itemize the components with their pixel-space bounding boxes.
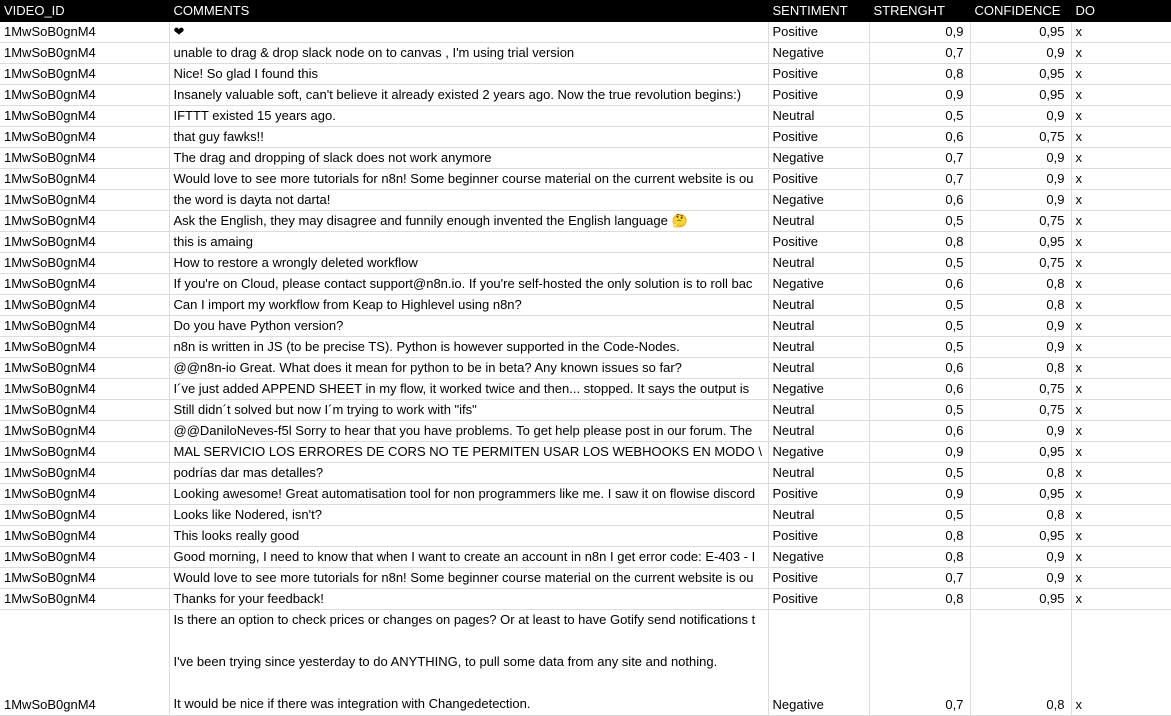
cell-comment[interactable]: I´ve just added APPEND SHEET in my flow, it worked twice and then... stopped. It says the output is (169, 379, 768, 400)
table-row (0, 190, 1171, 211)
cell-do[interactable]: x (1071, 148, 1171, 169)
column-header-confidence[interactable]: CONFIDENCE (970, 0, 1071, 22)
cell-confidence[interactable]: 0,95 (970, 484, 1071, 505)
cell-video-id[interactable]: 1MwSoB0gnM4 (0, 169, 169, 190)
cell-video-id[interactable]: 1MwSoB0gnM4 (0, 253, 169, 274)
cell-do[interactable]: x (1071, 274, 1171, 295)
cell-strength[interactable]: 0,6 (869, 127, 970, 148)
cell-confidence[interactable]: 0,9 (970, 337, 1071, 358)
header-row (0, 0, 1171, 22)
cell-confidence[interactable]: 0,95 (970, 442, 1071, 463)
cell-confidence[interactable]: 0,95 (970, 22, 1071, 43)
comment-line (174, 673, 768, 694)
cell-comment[interactable]: unable to drag & drop slack node on to canvas , I'm using trial version (169, 43, 768, 64)
cell-do[interactable]: x (1071, 22, 1171, 43)
table-row (0, 337, 1171, 358)
cell-comment[interactable]: Do you have Python version? (169, 316, 768, 337)
cell-do[interactable]: x (1071, 526, 1171, 547)
cell-comment[interactable]: this is amaing (169, 232, 768, 253)
cell-video-id[interactable]: 1MwSoB0gnM4 (0, 316, 169, 337)
cell-confidence[interactable]: 0,75 (970, 400, 1071, 421)
table-row (0, 316, 1171, 337)
cell-sentiment[interactable]: Positive (768, 484, 869, 505)
cell-video-id[interactable]: 1MwSoB0gnM4 (0, 379, 169, 400)
cell-strength[interactable]: 0,5 (869, 337, 970, 358)
cell-strength[interactable]: 0,7 (869, 610, 970, 716)
cell-comment[interactable]: that guy fawks!! (169, 127, 768, 148)
cell-sentiment[interactable]: Positive (768, 589, 869, 610)
cell-strength[interactable]: 0,9 (869, 442, 970, 463)
cell-comment[interactable]: Would love to see more tutorials for n8n! Some beginner course material on the current website is ou (169, 568, 768, 589)
cell-do[interactable]: x (1071, 64, 1171, 85)
cell-video-id[interactable]: 1MwSoB0gnM4 (0, 148, 169, 169)
table-row (0, 232, 1171, 253)
cell-comment[interactable]: Looks like Nodered, isn't? (169, 505, 768, 526)
cell-confidence[interactable]: 0,8 (970, 295, 1071, 316)
cell-confidence[interactable]: 0,8 (970, 610, 1071, 716)
cell-strength[interactable]: 0,6 (869, 379, 970, 400)
cell-comment[interactable]: Good morning, I need to know that when I want to create an account in n8n I get error code: E-403 - I (169, 547, 768, 568)
comment-line: It would be nice if there was integration with Changedetection. (173, 696, 531, 711)
cell-video-id[interactable]: 1MwSoB0gnM4 (0, 547, 169, 568)
cell-sentiment[interactable]: Neutral (768, 106, 869, 127)
cell-confidence[interactable]: 0,95 (970, 64, 1071, 85)
cell-comment[interactable]: IFTTT existed 15 years ago. (169, 106, 768, 127)
cell-do[interactable]: x (1071, 316, 1171, 337)
cell-do[interactable]: x (1071, 85, 1171, 106)
cell-do[interactable]: x (1071, 568, 1171, 589)
cell-confidence[interactable]: 0,95 (970, 526, 1071, 547)
cell-do[interactable]: x (1071, 379, 1171, 400)
cell-confidence[interactable]: 0,9 (970, 169, 1071, 190)
cell-confidence[interactable]: 0,75 (970, 211, 1071, 232)
cell-strength[interactable]: 0,7 (869, 169, 970, 190)
cell-do[interactable]: x (1071, 400, 1171, 421)
cell-strength[interactable]: 0,7 (869, 43, 970, 64)
cell-confidence[interactable]: 0,75 (970, 127, 1071, 148)
table-body (0, 22, 1171, 716)
comment-line: Is there an option to check prices or changes on pages? Or at least to have Gotify send notifications t (173, 612, 756, 627)
cell-video-id[interactable]: 1MwSoB0gnM4 (0, 463, 169, 484)
cell-confidence[interactable]: 0,9 (970, 106, 1071, 127)
table-row (0, 106, 1171, 127)
cell-video-id[interactable]: 1MwSoB0gnM4 (0, 211, 169, 232)
cell-sentiment[interactable]: Neutral (768, 400, 869, 421)
cell-sentiment[interactable]: Positive (768, 85, 869, 106)
cell-strength[interactable]: 0,6 (869, 421, 970, 442)
cell-video-id[interactable]: 1MwSoB0gnM4 (0, 190, 169, 211)
cell-video-id[interactable]: 1MwSoB0gnM4 (0, 442, 169, 463)
cell-strength[interactable]: 0,7 (869, 568, 970, 589)
cell-comment[interactable]: @@DaniloNeves-f5l Sorry to hear that you have problems. To get help please post in our forum. The (169, 421, 768, 442)
cell-strength[interactable]: 0,7 (869, 148, 970, 169)
cell-video-id[interactable]: 1MwSoB0gnM4 (0, 421, 169, 442)
cell-do[interactable]: x (1071, 295, 1171, 316)
cell-sentiment[interactable]: Positive (768, 169, 869, 190)
table-row (0, 568, 1171, 589)
cell-video-id[interactable]: 1MwSoB0gnM4 (0, 610, 169, 716)
cell-video-id[interactable]: 1MwSoB0gnM4 (0, 526, 169, 547)
cell-comment[interactable]: Still didn´t solved but now I´m trying to work with "ifs" (169, 400, 768, 421)
cell-strength[interactable]: 0,5 (869, 400, 970, 421)
cell-do[interactable]: x (1071, 358, 1171, 379)
cell-strength[interactable]: 0,8 (869, 232, 970, 253)
cell-do[interactable]: x (1071, 337, 1171, 358)
cell-comment[interactable]: The drag and dropping of slack does not work anymore (169, 148, 768, 169)
cell-video-id[interactable]: 1MwSoB0gnM4 (0, 337, 169, 358)
cell-sentiment[interactable]: Neutral (768, 211, 869, 232)
cell-confidence[interactable]: 0,9 (970, 148, 1071, 169)
table-row (0, 22, 1171, 43)
cell-sentiment[interactable]: Negative (768, 442, 869, 463)
cell-comment[interactable]: Nice! So glad I found this (169, 64, 768, 85)
table-row (0, 253, 1171, 274)
cell-do[interactable]: x (1071, 169, 1171, 190)
cell-strength[interactable]: 0,8 (869, 547, 970, 568)
cell-sentiment[interactable]: Neutral (768, 421, 869, 442)
cell-strength[interactable]: 0,6 (869, 358, 970, 379)
cell-sentiment[interactable]: Neutral (768, 295, 869, 316)
cell-sentiment[interactable]: Neutral (768, 337, 869, 358)
cell-do[interactable]: x (1071, 106, 1171, 127)
table-row (0, 505, 1171, 526)
cell-do[interactable]: x (1071, 589, 1171, 610)
cell-strength[interactable]: 0,6 (869, 190, 970, 211)
cell-comment[interactable]: Can I import my workflow from Keap to Highlevel using n8n? (169, 295, 768, 316)
cell-comment[interactable]: If you're on Cloud, please contact support@n8n.io. If you're self-hosted the only solution is to roll bac (169, 274, 768, 295)
cell-video-id[interactable]: 1MwSoB0gnM4 (0, 274, 169, 295)
table-row (0, 295, 1171, 316)
cell-comment[interactable]: Thanks for your feedback! (169, 589, 768, 610)
table-row (0, 85, 1171, 106)
cell-confidence[interactable]: 0,75 (970, 379, 1071, 400)
cell-confidence[interactable]: 0,8 (970, 505, 1071, 526)
cell-strength[interactable]: 0,5 (869, 211, 970, 232)
cell-video-id[interactable]: 1MwSoB0gnM4 (0, 484, 169, 505)
cell-sentiment[interactable]: Negative (768, 610, 869, 716)
cell-video-id[interactable]: 1MwSoB0gnM4 (0, 127, 169, 148)
cell-sentiment[interactable]: Negative (768, 547, 869, 568)
table-row (0, 148, 1171, 169)
cell-comment[interactable] (169, 610, 768, 716)
cell-confidence[interactable]: 0,9 (970, 316, 1071, 337)
table-row (0, 547, 1171, 568)
cell-do[interactable]: x (1071, 484, 1171, 505)
cell-strength[interactable]: 0,5 (869, 463, 970, 484)
column-header-sentiment[interactable]: SENTIMENT (768, 0, 869, 22)
table-row (0, 127, 1171, 148)
table-row (0, 526, 1171, 547)
cell-comment[interactable]: How to restore a wrongly deleted workflow (169, 253, 768, 274)
cell-video-id[interactable]: 1MwSoB0gnM4 (0, 505, 169, 526)
table-row (0, 610, 1171, 716)
cell-comment[interactable]: ❤ (169, 22, 768, 43)
cell-video-id[interactable]: 1MwSoB0gnM4 (0, 85, 169, 106)
cell-comment[interactable]: the word is dayta not darta! (169, 190, 768, 211)
cell-video-id[interactable]: 1MwSoB0gnM4 (0, 589, 169, 610)
cell-comment[interactable]: Ask the English, they may disagree and funnily enough invented the English language 🤔 (169, 211, 768, 232)
cell-do[interactable]: x (1071, 547, 1171, 568)
cell-confidence[interactable]: 0,8 (970, 358, 1071, 379)
cell-sentiment[interactable]: Positive (768, 22, 869, 43)
cell-sentiment[interactable]: Neutral (768, 358, 869, 379)
cell-strength[interactable]: 0,9 (869, 484, 970, 505)
cell-confidence[interactable]: 0,95 (970, 85, 1071, 106)
cell-confidence[interactable]: 0,95 (970, 589, 1071, 610)
table-row (0, 442, 1171, 463)
cell-video-id[interactable]: 1MwSoB0gnM4 (0, 358, 169, 379)
table-row (0, 43, 1171, 64)
cell-do[interactable]: x (1071, 211, 1171, 232)
cell-video-id[interactable]: 1MwSoB0gnM4 (0, 64, 169, 85)
cell-video-id[interactable]: 1MwSoB0gnM4 (0, 232, 169, 253)
cell-sentiment[interactable]: Negative (768, 190, 869, 211)
cell-do[interactable]: x (1071, 253, 1171, 274)
cell-strength[interactable]: 0,5 (869, 295, 970, 316)
cell-confidence[interactable]: 0,9 (970, 568, 1071, 589)
column-header-video-id[interactable]: VIDEO_ID (0, 0, 169, 22)
cell-confidence[interactable]: 0,95 (970, 232, 1071, 253)
cell-sentiment[interactable]: Negative (768, 274, 869, 295)
table-row (0, 358, 1171, 379)
cell-do[interactable]: x (1071, 610, 1171, 716)
table-row (0, 379, 1171, 400)
cell-strength[interactable]: 0,9 (869, 85, 970, 106)
cell-comment[interactable]: @@n8n-io Great. What does it mean for python to be in beta? Any known issues so far? (169, 358, 768, 379)
column-header-strength[interactable]: STRENGHT (869, 0, 970, 22)
column-header-comments[interactable]: COMMENTS (169, 0, 768, 22)
cell-strength[interactable]: 0,5 (869, 505, 970, 526)
cell-strength[interactable]: 0,6 (869, 274, 970, 295)
table-row (0, 211, 1171, 232)
cell-video-id[interactable]: 1MwSoB0gnM4 (0, 568, 169, 589)
cell-sentiment[interactable]: Positive (768, 568, 869, 589)
cell-do[interactable]: x (1071, 463, 1171, 484)
cell-confidence[interactable]: 0,75 (970, 253, 1071, 274)
cell-video-id[interactable]: 1MwSoB0gnM4 (0, 22, 169, 43)
cell-strength[interactable]: 0,5 (869, 253, 970, 274)
cell-sentiment[interactable]: Neutral (768, 316, 869, 337)
cell-do[interactable]: x (1071, 442, 1171, 463)
cell-sentiment[interactable]: Negative (768, 379, 869, 400)
cell-confidence[interactable]: 0,9 (970, 43, 1071, 64)
cell-sentiment[interactable]: Positive (768, 232, 869, 253)
cell-sentiment[interactable]: Neutral (768, 463, 869, 484)
cell-confidence[interactable]: 0,9 (970, 190, 1071, 211)
table-row (0, 169, 1171, 190)
cell-do[interactable]: x (1071, 505, 1171, 526)
cell-do[interactable]: x (1071, 43, 1171, 64)
table-row (0, 64, 1171, 85)
cell-strength[interactable]: 0,8 (869, 526, 970, 547)
cell-confidence[interactable]: 0,9 (970, 547, 1071, 568)
cell-sentiment[interactable]: Negative (768, 148, 869, 169)
cell-comment[interactable]: n8n is written in JS (to be precise TS). Python is however supported in the Code-Nodes. (169, 337, 768, 358)
table-row (0, 589, 1171, 610)
cell-do[interactable]: x (1071, 190, 1171, 211)
cell-video-id[interactable]: 1MwSoB0gnM4 (0, 400, 169, 421)
comment-line (174, 631, 768, 652)
cell-confidence[interactable]: 0,8 (970, 463, 1071, 484)
cell-comment[interactable]: Insanely valuable soft, can't believe it already existed 2 years ago. Now the true revolution begins:) (169, 85, 768, 106)
cell-comment[interactable]: Looking awesome! Great automatisation tool for non programmers like me. I saw it on flowise discord (169, 484, 768, 505)
cell-sentiment[interactable]: Neutral (768, 253, 869, 274)
cell-sentiment[interactable]: Positive (768, 526, 869, 547)
cell-strength[interactable]: 0,5 (869, 106, 970, 127)
cell-comment[interactable]: Would love to see more tutorials for n8n! Some beginner course material on the current website is ou (169, 169, 768, 190)
cell-sentiment[interactable]: Neutral (768, 505, 869, 526)
cell-strength[interactable]: 0,8 (869, 589, 970, 610)
cell-do[interactable]: x (1071, 232, 1171, 253)
cell-comment[interactable]: MAL SERVICIO LOS ERRORES DE CORS NO TE PERMITEN USAR LOS WEBHOOKS EN MODO \ (169, 442, 768, 463)
cell-strength[interactable]: 0,9 (869, 22, 970, 43)
cell-do[interactable]: x (1071, 421, 1171, 442)
comment-line: I've been trying since yesterday to do ANYTHING, to pull some data from any site and nothing. (173, 654, 718, 669)
cell-sentiment[interactable]: Negative (768, 43, 869, 64)
table-row (0, 421, 1171, 442)
cell-video-id[interactable]: 1MwSoB0gnM4 (0, 295, 169, 316)
cell-strength[interactable]: 0,5 (869, 316, 970, 337)
cell-video-id[interactable]: 1MwSoB0gnM4 (0, 106, 169, 127)
cell-video-id[interactable]: 1MwSoB0gnM4 (0, 43, 169, 64)
cell-strength[interactable]: 0,8 (869, 64, 970, 85)
table-row (0, 463, 1171, 484)
cell-confidence[interactable]: 0,8 (970, 274, 1071, 295)
cell-comment[interactable]: This looks really good (169, 526, 768, 547)
column-header-do[interactable]: DO (1071, 0, 1171, 22)
cell-sentiment[interactable]: Positive (768, 64, 869, 85)
cell-do[interactable]: x (1071, 127, 1171, 148)
cell-confidence[interactable]: 0,9 (970, 421, 1071, 442)
table-row (0, 400, 1171, 421)
cell-sentiment[interactable]: Positive (768, 127, 869, 148)
table-row (0, 484, 1171, 505)
cell-comment[interactable]: podrías dar mas detalles? (169, 463, 768, 484)
table-row (0, 274, 1171, 295)
